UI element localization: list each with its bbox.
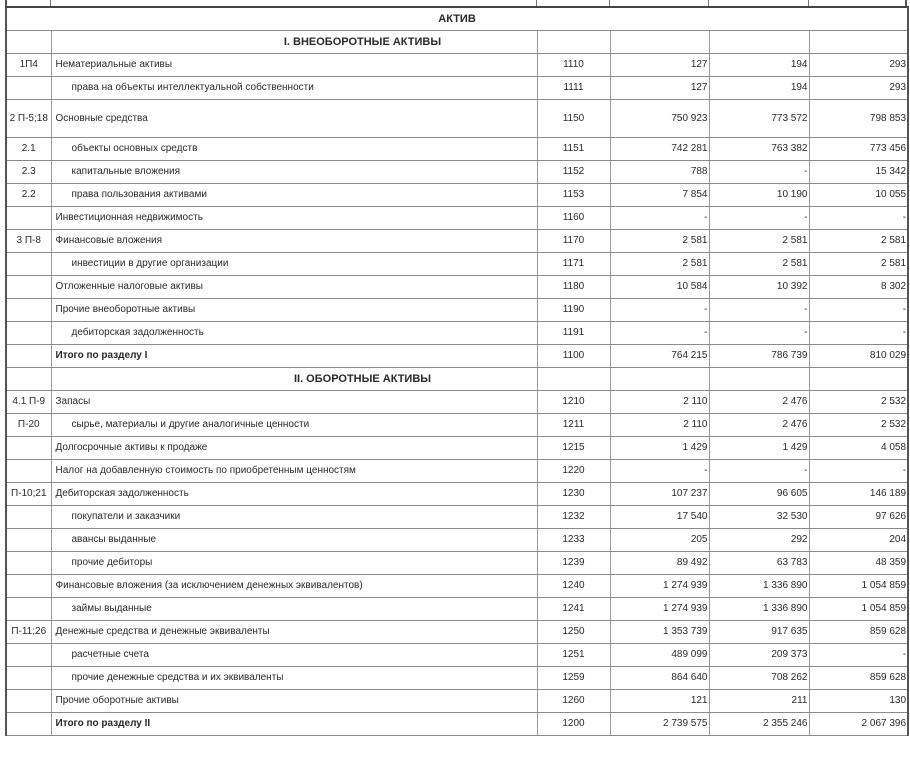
line-code: 1151 — [537, 138, 610, 161]
value-period-2: 2 581 — [709, 230, 809, 253]
value-period-2: - — [709, 299, 809, 322]
line-item-name: Финансовые вложения (за исключением денежных эквивалентов) — [51, 575, 537, 598]
value-period-2: 292 — [709, 529, 809, 552]
value-period-2: 10 392 — [709, 276, 809, 299]
table-row — [6, 100, 908, 138]
table-row — [6, 552, 908, 575]
note-cell — [6, 552, 51, 575]
note-cell — [6, 644, 51, 667]
note-cell: 2.1 — [6, 138, 51, 161]
table-row — [6, 184, 908, 207]
value-period-2: 194 — [709, 77, 809, 100]
line-item-name: займы выданные — [51, 598, 537, 621]
value-period-3: 2 532 — [809, 391, 908, 414]
value-period-3: 146 189 — [809, 483, 908, 506]
value-period-3: 2 532 — [809, 414, 908, 437]
note-cell: П-10;21 — [6, 483, 51, 506]
value-period-1: 127 — [610, 77, 709, 100]
line-item-name: капитальные вложения — [51, 161, 537, 184]
note-cell — [6, 598, 51, 621]
section-heading-row — [6, 368, 908, 391]
line-item-name: Денежные средства и денежные эквиваленты — [51, 621, 537, 644]
line-item-name: Нематериальные активы — [51, 54, 537, 77]
value-period-1: 10 584 — [610, 276, 709, 299]
line-item-name: прочие денежные средства и их эквиваленты — [51, 667, 537, 690]
total-period-1: 2 739 575 — [610, 713, 709, 736]
line-item-name: расчетные счета — [51, 644, 537, 667]
table-row — [6, 161, 908, 184]
value-period-2: 763 382 — [709, 138, 809, 161]
note-cell — [6, 77, 51, 100]
header-stub — [5, 0, 907, 6]
value-period-3: 204 — [809, 529, 908, 552]
value-period-1: 89 492 — [610, 552, 709, 575]
value-period-1: 1 274 939 — [610, 575, 709, 598]
value-period-3: 1 054 859 — [809, 598, 908, 621]
line-code: 1153 — [537, 184, 610, 207]
note-cell — [6, 276, 51, 299]
line-code: 1232 — [537, 506, 610, 529]
table-row — [6, 667, 908, 690]
balance-sheet — [5, 0, 907, 736]
value-period-2: 96 605 — [709, 483, 809, 506]
table-row — [6, 299, 908, 322]
value-period-2: 1 336 890 — [709, 575, 809, 598]
value-period-1: 2 581 — [610, 253, 709, 276]
table-row — [6, 575, 908, 598]
note-cell — [6, 345, 51, 368]
value-cell — [610, 31, 709, 54]
value-period-1: - — [610, 207, 709, 230]
value-period-3: 2 581 — [809, 230, 908, 253]
value-cell — [709, 368, 809, 391]
note-cell — [6, 506, 51, 529]
line-code: 1230 — [537, 483, 610, 506]
value-period-1: 1 429 — [610, 437, 709, 460]
section-total-row — [6, 345, 908, 368]
line-item-name: Долгосрочные активы к продаже — [51, 437, 537, 460]
total-period-3: 2 067 396 — [809, 713, 908, 736]
value-period-3: 859 628 — [809, 621, 908, 644]
line-code: 1111 — [537, 77, 610, 100]
line-code: 1210 — [537, 391, 610, 414]
value-period-2: 2 581 — [709, 253, 809, 276]
value-period-2: 708 262 — [709, 667, 809, 690]
line-code: 1251 — [537, 644, 610, 667]
document-title: АКТИВ — [6, 7, 908, 31]
note-cell — [6, 299, 51, 322]
line-code: 1240 — [537, 575, 610, 598]
note-cell — [6, 253, 51, 276]
value-period-3: 859 628 — [809, 667, 908, 690]
table-row — [6, 460, 908, 483]
note-cell: 2 П-5;18 — [6, 100, 51, 138]
table-row — [6, 598, 908, 621]
value-period-1: 742 281 — [610, 138, 709, 161]
value-period-3: 293 — [809, 54, 908, 77]
table-row — [6, 253, 908, 276]
line-code: 1150 — [537, 100, 610, 138]
line-code: 1160 — [537, 207, 610, 230]
value-period-3: 773 456 — [809, 138, 908, 161]
value-period-3: 48 359 — [809, 552, 908, 575]
note-cell — [6, 322, 51, 345]
value-period-2: 1 429 — [709, 437, 809, 460]
total-label: Итого по разделу II — [51, 713, 537, 736]
value-period-2: 1 336 890 — [709, 598, 809, 621]
note-cell — [6, 713, 51, 736]
line-code: 1191 — [537, 322, 610, 345]
total-label: Итого по разделу I — [51, 345, 537, 368]
value-period-3: 10 055 — [809, 184, 908, 207]
line-code: 1110 — [537, 54, 610, 77]
value-period-3: - — [809, 460, 908, 483]
table-row — [6, 506, 908, 529]
value-period-1: 17 540 — [610, 506, 709, 529]
table-row — [6, 138, 908, 161]
section-heading-row — [6, 31, 908, 54]
table-row — [6, 437, 908, 460]
value-period-1: - — [610, 299, 709, 322]
value-period-2: 10 190 — [709, 184, 809, 207]
value-period-2: 211 — [709, 690, 809, 713]
value-period-2: 2 476 — [709, 391, 809, 414]
note-cell — [6, 31, 51, 54]
note-cell: 4.1 П-9 — [6, 391, 51, 414]
line-item-name: авансы выданные — [51, 529, 537, 552]
value-period-1: 864 640 — [610, 667, 709, 690]
value-period-1: 2 581 — [610, 230, 709, 253]
note-cell — [6, 690, 51, 713]
table-row — [6, 230, 908, 253]
line-item-name: Инвестиционная недвижимость — [51, 207, 537, 230]
value-period-1: 205 — [610, 529, 709, 552]
value-period-3: - — [809, 207, 908, 230]
value-period-3: 130 — [809, 690, 908, 713]
line-item-name: дебиторская задолженность — [51, 322, 537, 345]
table-row — [6, 322, 908, 345]
note-cell — [6, 529, 51, 552]
table-row — [6, 391, 908, 414]
section-total-row — [6, 713, 908, 736]
table-row — [6, 644, 908, 667]
value-period-2: - — [709, 161, 809, 184]
line-code: 1233 — [537, 529, 610, 552]
note-cell — [6, 667, 51, 690]
line-code: 1241 — [537, 598, 610, 621]
table-row — [6, 690, 908, 713]
value-period-3: 293 — [809, 77, 908, 100]
note-cell: 1П4 — [6, 54, 51, 77]
value-period-1: 788 — [610, 161, 709, 184]
value-period-3: 15 342 — [809, 161, 908, 184]
section-heading: II. ОБОРОТНЫЕ АКТИВЫ — [51, 368, 537, 391]
total-period-3: 810 029 — [809, 345, 908, 368]
section-heading: I. ВНЕОБОРОТНЫЕ АКТИВЫ — [51, 31, 537, 54]
line-code: 1215 — [537, 437, 610, 460]
line-code: 1152 — [537, 161, 610, 184]
value-period-2: 773 572 — [709, 100, 809, 138]
value-cell — [809, 31, 908, 54]
value-period-1: 1 353 739 — [610, 621, 709, 644]
line-item-name: Налог на добавленную стоимость по приобретенным ценностям — [51, 460, 537, 483]
value-period-1: - — [610, 460, 709, 483]
code-cell — [537, 31, 610, 54]
line-item-name: прочие дебиторы — [51, 552, 537, 575]
value-cell — [709, 31, 809, 54]
value-period-2: 32 530 — [709, 506, 809, 529]
table-row — [6, 276, 908, 299]
value-cell — [809, 368, 908, 391]
line-item-name: сырье, материалы и другие аналогичные ценности — [51, 414, 537, 437]
value-period-1: 107 237 — [610, 483, 709, 506]
value-period-1: - — [610, 322, 709, 345]
value-period-1: 7 854 — [610, 184, 709, 207]
line-code: 1171 — [537, 253, 610, 276]
line-code: 1239 — [537, 552, 610, 575]
line-item-name: Отложенные налоговые активы — [51, 276, 537, 299]
value-period-3: - — [809, 299, 908, 322]
line-code: 1259 — [537, 667, 610, 690]
note-cell: 2.3 — [6, 161, 51, 184]
value-period-3: 1 054 859 — [809, 575, 908, 598]
table-row — [6, 483, 908, 506]
value-period-3: 798 853 — [809, 100, 908, 138]
note-cell: 2.2 — [6, 184, 51, 207]
value-period-1: 750 923 — [610, 100, 709, 138]
note-cell — [6, 207, 51, 230]
table-row — [6, 621, 908, 644]
line-code: 1260 — [537, 690, 610, 713]
line-item-name: Запасы — [51, 391, 537, 414]
note-cell: П-11;26 — [6, 621, 51, 644]
table-row — [6, 54, 908, 77]
line-code: 1220 — [537, 460, 610, 483]
section-title-row — [6, 7, 908, 31]
value-period-2: 63 783 — [709, 552, 809, 575]
value-period-2: 194 — [709, 54, 809, 77]
value-period-2: - — [709, 207, 809, 230]
line-item-name: Финансовые вложения — [51, 230, 537, 253]
line-item-name: Прочие оборотные активы — [51, 690, 537, 713]
total-period-2: 786 739 — [709, 345, 809, 368]
value-period-2: - — [709, 460, 809, 483]
line-code: 1180 — [537, 276, 610, 299]
line-code: 1211 — [537, 414, 610, 437]
note-cell: 3 П-8 — [6, 230, 51, 253]
line-item-name: права на объекты интеллектуальной собственности — [51, 77, 537, 100]
value-period-3: 4 058 — [809, 437, 908, 460]
line-item-name: объекты основных средств — [51, 138, 537, 161]
value-period-2: 917 635 — [709, 621, 809, 644]
value-period-3: - — [809, 322, 908, 345]
note-cell — [6, 437, 51, 460]
line-item-name: инвестиции в другие организации — [51, 253, 537, 276]
line-item-name: Прочие внеоборотные активы — [51, 299, 537, 322]
balance-table — [5, 6, 909, 736]
value-period-1: 121 — [610, 690, 709, 713]
value-period-1: 2 110 — [610, 391, 709, 414]
code-cell — [537, 368, 610, 391]
table-row — [6, 77, 908, 100]
line-code: 1250 — [537, 621, 610, 644]
line-code: 1190 — [537, 299, 610, 322]
note-cell — [6, 460, 51, 483]
table-row — [6, 529, 908, 552]
note-cell — [6, 575, 51, 598]
line-item-name: Дебиторская задолженность — [51, 483, 537, 506]
total-period-1: 764 215 — [610, 345, 709, 368]
value-period-3: 8 302 — [809, 276, 908, 299]
value-period-2: - — [709, 322, 809, 345]
total-period-2: 2 355 246 — [709, 713, 809, 736]
note-cell — [6, 368, 51, 391]
value-period-1: 489 099 — [610, 644, 709, 667]
value-period-3: 97 626 — [809, 506, 908, 529]
line-item-name: Основные средства — [51, 100, 537, 138]
value-period-2: 209 373 — [709, 644, 809, 667]
value-period-1: 127 — [610, 54, 709, 77]
total-code: 1100 — [537, 345, 610, 368]
note-cell: П-20 — [6, 414, 51, 437]
value-period-2: 2 476 — [709, 414, 809, 437]
value-period-3: - — [809, 644, 908, 667]
table-row — [6, 414, 908, 437]
line-code: 1170 — [537, 230, 610, 253]
value-period-1: 1 274 939 — [610, 598, 709, 621]
line-item-name: права пользования активами — [51, 184, 537, 207]
value-period-1: 2 110 — [610, 414, 709, 437]
total-code: 1200 — [537, 713, 610, 736]
value-cell — [610, 368, 709, 391]
table-row — [6, 207, 908, 230]
line-item-name: покупатели и заказчики — [51, 506, 537, 529]
value-period-3: 2 581 — [809, 253, 908, 276]
